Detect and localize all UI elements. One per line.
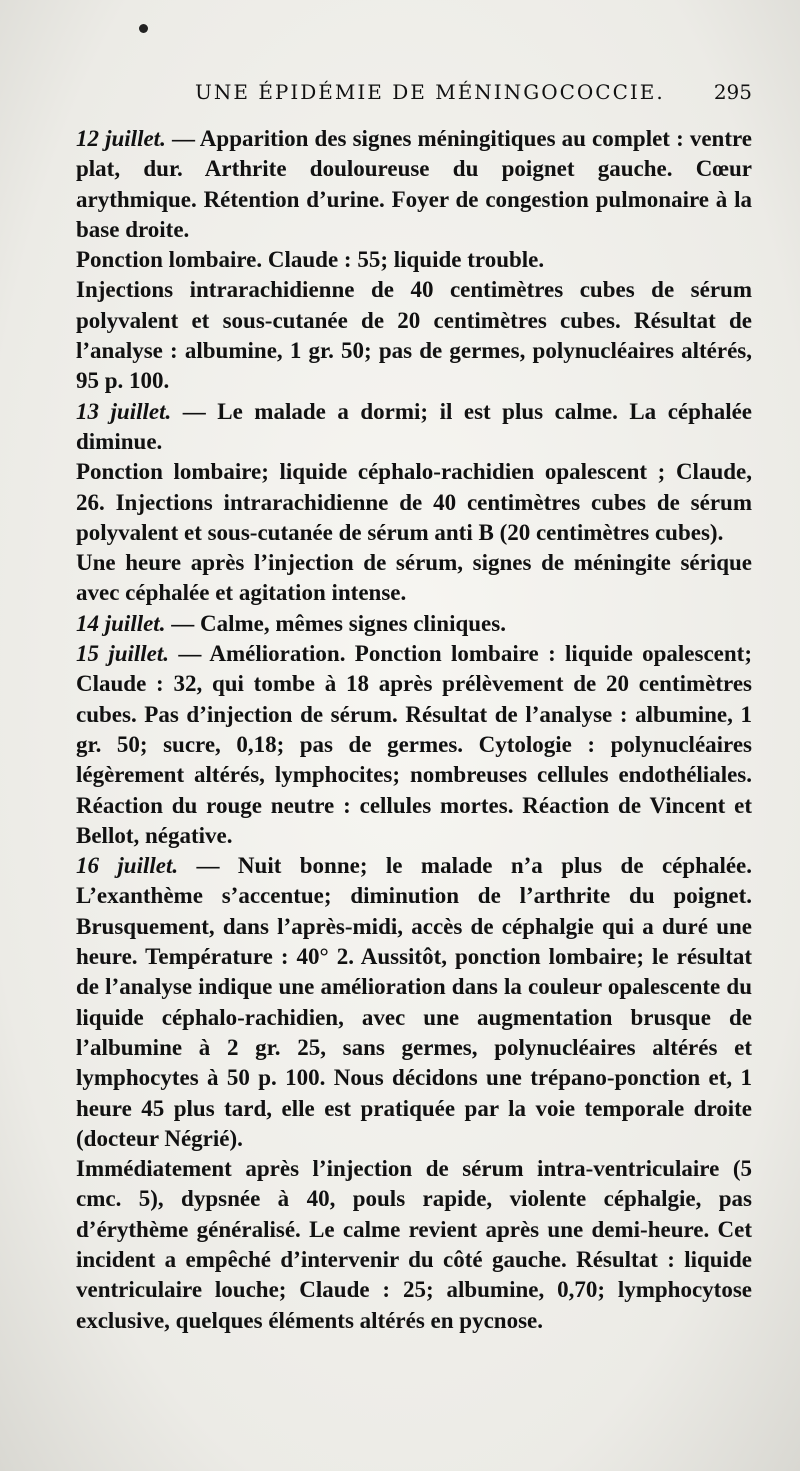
paragraph-ponction-1 xyxy=(76,245,752,275)
paragraph-16-juillet xyxy=(76,851,752,1154)
paragraph-text: — Apparition des signes méningitiques au complet : ventre plat, dur. Arthrite douloureuse du poignet gauche. Cœur arythmique. Rétention d’urine. Foyer de congestion pulmonaire à la base droite. xyxy=(76,126,753,242)
page-number: 295 xyxy=(713,80,752,104)
paragraph-text: — Calme, mêmes signes cliniques. xyxy=(165,610,506,636)
paragraph-text: Ponction lombaire. Claude : 55; liquide trouble. xyxy=(76,247,545,273)
ink-blot xyxy=(139,24,148,33)
day-label: 14 juillet. xyxy=(76,610,166,636)
paragraph-12-juillet xyxy=(76,124,752,245)
paragraph-15-juillet xyxy=(76,639,752,851)
paragraph-13-juillet xyxy=(76,397,752,458)
day-label: 12 juillet. xyxy=(76,126,166,151)
paragraph-14-juillet xyxy=(76,609,752,639)
day-label: 16 juillet. xyxy=(76,853,179,879)
running-title: UNE ÉPIDÉMIE DE MÉNINGOCOCCIE. xyxy=(195,80,665,104)
paragraph-text: — Nuit bonne; le malade n’a plus de céphalée. L’exanthème s’accentue; diminution de l’arthrite du poignet. Brusquement, dans l’après-midi, accès de céphalgie qui a duré une heure. Température : 40° 2. Aussitôt, ponction lombaire; le résultat de l’analyse indique une amélioration dans la couleur opalescente du liquide céphalo-rachidien, avec une augmentation brusque de l’albumine à 2 gr. 25, sans germes, polynucléaires altérés et lymphocytes à 50 p. 100. Nous décidons une trépano-ponction et, 1 heure 45 plus tard, elle est pratiquée par la voie temporale droite (docteur Négrié). xyxy=(76,853,752,1151)
paragraph-text: — Amélioration. Ponction lombaire : liquide opalescent; Claude : 32, qui tombe à 18 après prélèvement de 20 centimètres cubes. Pas d’injection de sérum. Résultat de l’analyse : albumine, 1 gr. 50; sucre, 0,18; pas de germes. Cytologie : polynucléaires légèrement altérés, lymphocites; nombreuses cellules endothéliales. Réaction du rouge neutre : cellules mortes. Réaction de Vincent et Bellot, négative. xyxy=(76,641,752,848)
paragraph-ponction-2 xyxy=(76,457,752,548)
paragraph-immediatement xyxy=(76,1154,752,1336)
paragraph-text: Ponction lombaire; liquide céphalo-rachidien opalescent ; Claude, 26. Injections intrarachidienne de 40 centimètres cubes de sérum polyvalent et sous-cutanée de sérum anti B (20 centimètres cubes). xyxy=(76,459,752,545)
page-body xyxy=(76,124,752,1336)
page-header xyxy=(195,80,752,114)
paragraph-text: Injections intrarachidienne de 40 centimètres cubes de sérum polyvalent et sous-cutanée de 20 centimètres cubes. Résultat de l’analyse : albumine, 1 gr. 50; pas de germes, polynucléaires altérés, 95 p. 100. xyxy=(76,277,752,394)
day-label: 15 juillet. xyxy=(76,641,170,667)
paragraph-text: — Le malade a dormi; il est plus calme. La céphalée diminue. xyxy=(76,398,752,454)
paragraph-text: Immédiatement après l’injection de sérum intra-ventriculaire (5 cmc. 5), dypsnée à 40, pouls rapide, violente céphalgie, pas d’érythème généralisé. Le calme revient après une demi-heure. Cet incident a empêché d’intervenir du côté gauche. Résultat : liquide ventriculaire louche; Claude : 25; albumine, 0,70; lymphocytose exclusive, quelques éléments altérés en pycnose. xyxy=(76,1156,752,1333)
day-label: 13 juillet. xyxy=(76,398,172,424)
paragraph-text: Une heure après l’injection de sérum, signes de méningite sérique avec céphalée et agitation intense. xyxy=(76,550,752,606)
paragraph-injections-1 xyxy=(76,275,752,396)
paragraph-meningite-serique xyxy=(76,548,752,609)
